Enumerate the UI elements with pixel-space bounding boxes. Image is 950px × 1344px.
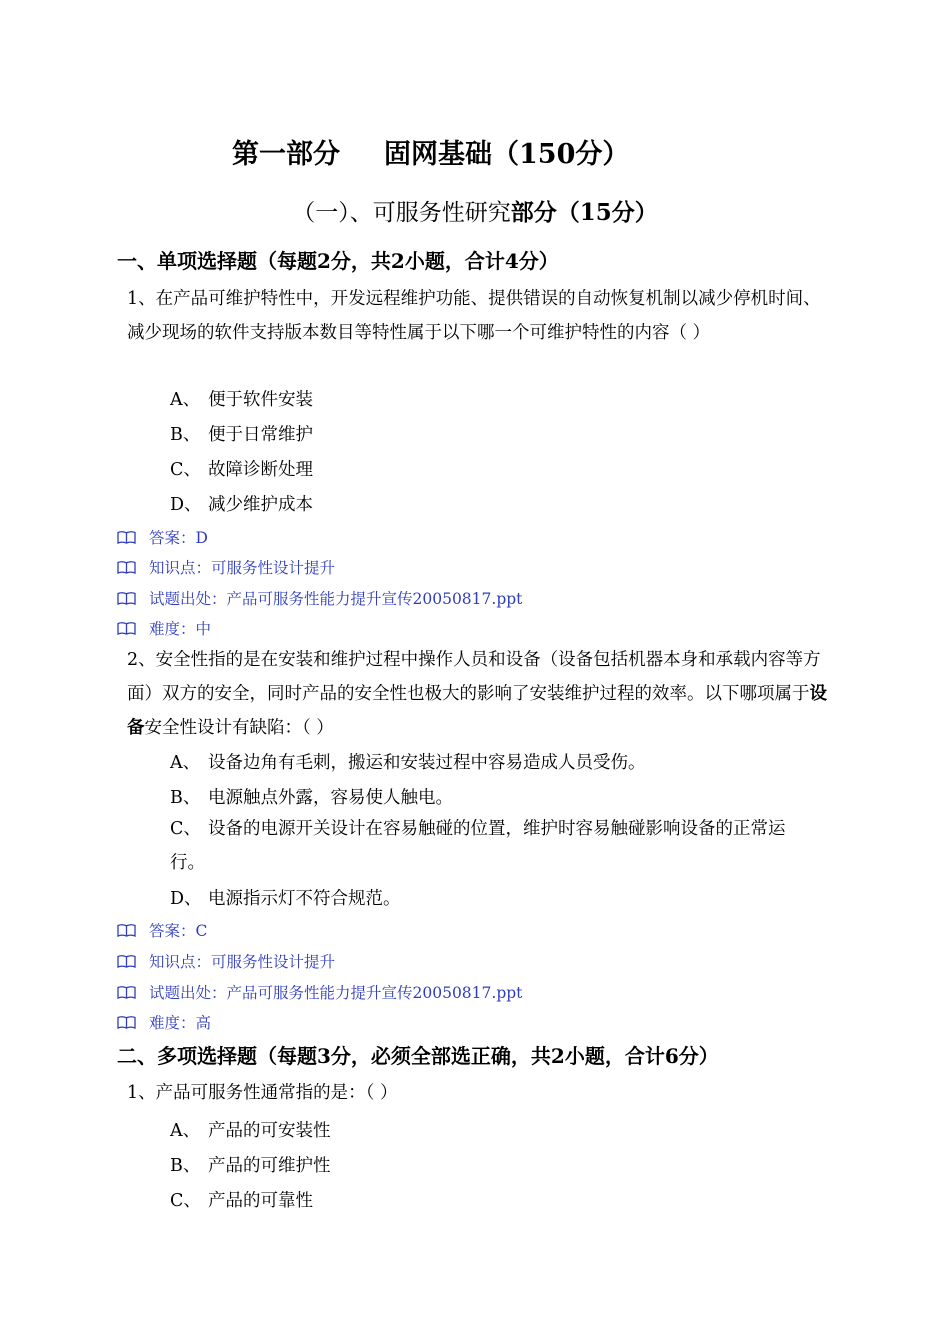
open-book-icon <box>117 529 149 547</box>
q1-option-b: B、 便于日常维护 <box>170 425 313 445</box>
page-title <box>232 132 629 171</box>
section-heading-single-choice: 一、单项选择题（每题2分，共2小题，合计4分） <box>117 249 559 273</box>
subtitle-text: （一）、可服务性研究 <box>292 200 511 226</box>
q2-option-b: B、 电源触点外露，容易使人触电。 <box>170 788 453 808</box>
open-book-icon <box>117 590 149 608</box>
question-3-text: 1、产品可服务性通常指的是：（ ） <box>127 1083 398 1103</box>
q1-option-a: A、 便于软件安装 <box>170 390 313 410</box>
q1-knowledge-note: 知识点：可服务性设计提升 <box>117 556 335 578</box>
open-book-icon <box>117 953 149 971</box>
q1-option-c: C、 故障诊断处理 <box>170 460 313 480</box>
open-book-icon <box>117 922 149 940</box>
q2-option-d: D、 电源指示灯不符合规范。 <box>170 889 401 909</box>
open-book-icon <box>117 984 149 1002</box>
q2-answer-note: 答案：C <box>117 919 207 941</box>
q1-option-d: D、 减少维护成本 <box>170 495 313 515</box>
open-book-icon <box>117 1014 149 1032</box>
q2-difficulty-note: 难度：高 <box>117 1011 211 1033</box>
q3-option-a: A、 产品的可安装性 <box>170 1121 331 1141</box>
question-2-text: 2、安全性指的是在安装和维护过程中操作人员和设备（设备包括机器本身和承载内容等方面）双方的安全，同时产品的安全性也极大的影响了安装维护过程的效率。以下哪项属于设备安全性设计有缺陷：（ ） <box>127 650 827 738</box>
q1-answer-note: 答案：D <box>117 526 208 548</box>
title-name: 固网基础（150分） <box>384 139 630 170</box>
q3-option-c: C、 产品的可靠性 <box>170 1191 313 1211</box>
open-book-icon <box>117 559 149 577</box>
section-heading-multiple-choice: 二、多项选择题（每题3分，必须全部选正确，共2小题，合计6分） <box>117 1044 719 1068</box>
q2-knowledge-note: 知识点：可服务性设计提升 <box>117 950 335 972</box>
section-subtitle <box>0 194 950 227</box>
q3-option-b: B、 产品的可维护性 <box>170 1156 331 1176</box>
title-part: 第一部分 <box>232 139 340 170</box>
q1-source-note: 试题出处：产品可服务性能力提升宣传20050817.ppt <box>117 587 522 609</box>
q2-option-a: A、 设备边角有毛刺，搬运和安装过程中容易造成人员受伤。 <box>170 753 646 773</box>
open-book-icon <box>117 620 149 638</box>
q2-source-note: 试题出处：产品可服务性能力提升宣传20050817.ppt <box>117 981 522 1003</box>
q2-option-c: C、 设备的电源开关设计在容易触碰的位置，维护时容易触碰影响设备的正常运行。 <box>170 819 786 873</box>
subtitle-bold-text: 部分（15分） <box>510 199 658 226</box>
question-1-text: 1、在产品可维护特性中，开发远程维护功能、提供错误的自动恢复机制以减少停机时间、减少现场的软件支持版本数目等特性属于以下哪一个可维护特性的内容（ ） <box>127 289 821 343</box>
q1-difficulty-note: 难度：中 <box>117 617 211 639</box>
